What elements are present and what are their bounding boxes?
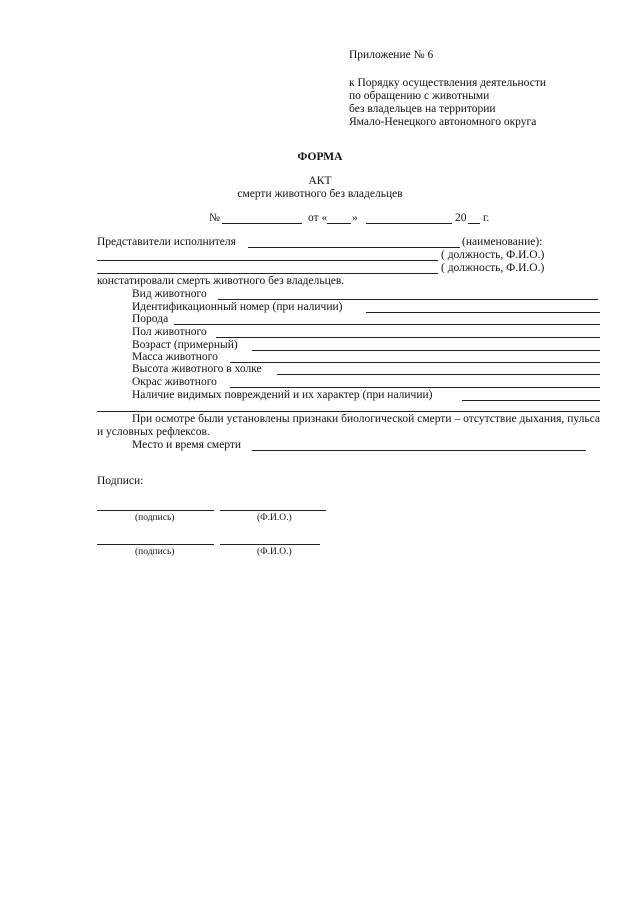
act-number-field[interactable] xyxy=(222,223,302,224)
full-name-hint-2: (Ф.И.О.) xyxy=(257,547,292,557)
field-input-species[interactable] xyxy=(218,299,598,300)
reference-line-1: к Порядку осуществления деятельности xyxy=(349,77,546,89)
field-label-sex: Пол животного xyxy=(132,326,207,338)
field-label-injuries: Наличие видимых повреждений и их характер (при наличии) xyxy=(132,389,433,401)
full-name-field-1[interactable] xyxy=(220,510,326,511)
reference-line-3: без владельцев на территории xyxy=(349,103,496,115)
year-field[interactable] xyxy=(468,223,480,224)
reference-line-4: Ямало-Ненецкого автономного округа xyxy=(349,116,537,128)
signature-field-1[interactable] xyxy=(97,510,214,511)
field-input-injuries[interactable] xyxy=(462,400,600,401)
act-subtitle: смерти животного без владельцев xyxy=(237,188,403,200)
year-suffix: г. xyxy=(483,212,490,224)
day-field[interactable] xyxy=(327,223,351,224)
signature-field-2[interactable] xyxy=(97,544,214,545)
contractor-name-field[interactable] xyxy=(248,247,460,248)
death-place-label: Место и время смерти xyxy=(132,439,242,451)
field-label-age: Возраст (примерный) xyxy=(132,339,238,351)
stated-death-text: констатировали смерть животного без владельцев. xyxy=(97,275,345,287)
representatives-label: Представители исполнителя xyxy=(97,236,236,248)
signatures-label: Подписи: xyxy=(97,475,144,487)
field-label-weight: Масса животного xyxy=(132,351,218,363)
field-input-age[interactable] xyxy=(252,350,600,351)
position-hint-1: ( должность, Ф.И.О.) xyxy=(441,249,545,261)
inspection-text: При осмотре были установлены признаки биологической смерти – отсутствие дыхания, пульса и условных рефлексов. xyxy=(97,413,600,438)
field-label-height: Высота животного в холке xyxy=(132,363,262,375)
name-hint: (наименование): xyxy=(462,236,543,248)
field-label-color: Окрас животного xyxy=(132,376,217,388)
field-input-breed[interactable] xyxy=(174,324,600,325)
appendix-label: Приложение № 6 xyxy=(349,49,434,61)
year-prefix: 20 xyxy=(455,212,467,224)
field-label-species: Вид животного xyxy=(132,288,207,300)
field-input-color[interactable] xyxy=(230,387,600,388)
field-input-injuries-continued[interactable] xyxy=(97,411,600,412)
field-label-id-number: Идентификационный номер (при наличии) xyxy=(132,301,343,313)
number-sign: № xyxy=(209,212,220,224)
full-name-hint-1: (Ф.И.О.) xyxy=(257,513,292,523)
field-input-sex[interactable] xyxy=(216,337,600,338)
representative-1-field[interactable] xyxy=(97,260,438,261)
reference-line-2: по обращению с животными xyxy=(349,90,490,102)
month-field[interactable] xyxy=(366,223,452,224)
date-quote-close: » xyxy=(352,212,358,224)
death-place-field[interactable] xyxy=(252,450,586,451)
field-input-weight[interactable] xyxy=(230,362,600,363)
signature-hint-1: (подпись) xyxy=(135,513,175,523)
signature-hint-2: (подпись) xyxy=(135,547,175,557)
form-label: ФОРМА xyxy=(297,151,343,163)
act-title: АКТ xyxy=(308,175,332,187)
representative-2-field[interactable] xyxy=(97,273,438,274)
date-from-label: от « xyxy=(308,212,328,224)
position-hint-2: ( должность, Ф.И.О.) xyxy=(441,262,545,274)
field-label-breed: Порода xyxy=(132,313,169,325)
field-input-height[interactable] xyxy=(277,374,600,375)
full-name-field-2[interactable] xyxy=(220,544,320,545)
field-input-id-number[interactable] xyxy=(366,312,600,313)
